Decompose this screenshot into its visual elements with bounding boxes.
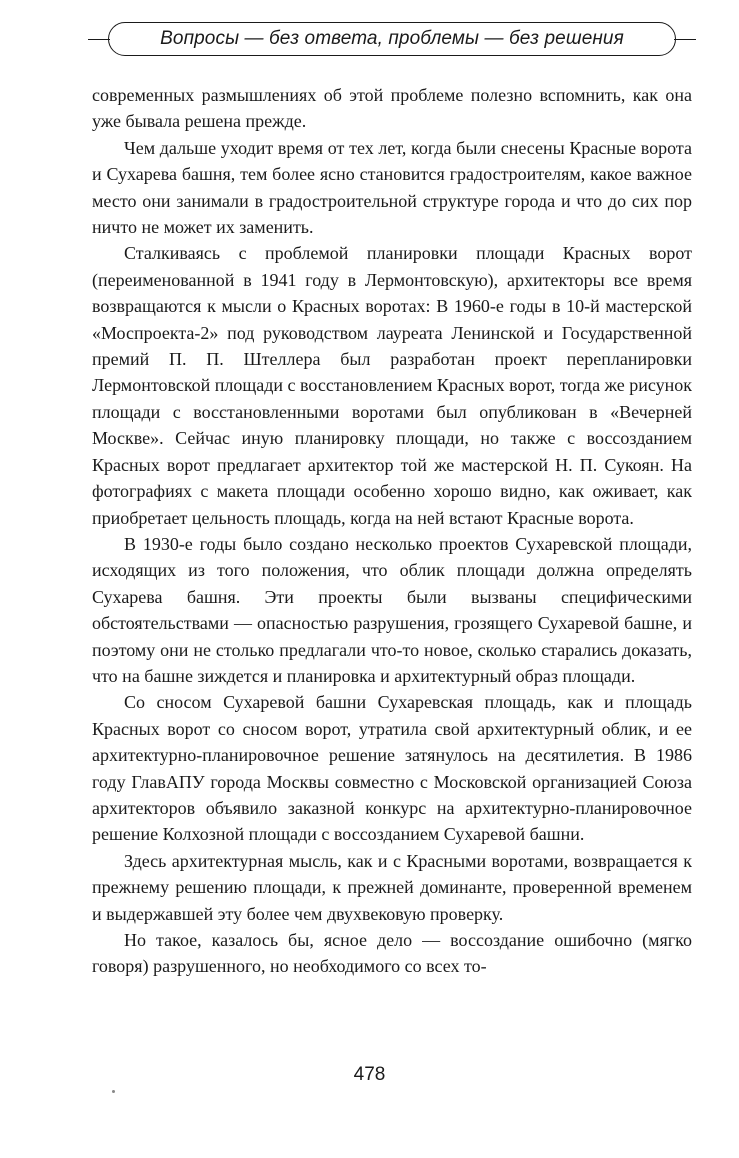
paragraph-3: Сталкиваясь с проблемой планировки площади Красных ворот (переименованной в 1941 году в Лермонтовскую), архитекторы все время возвращаются к мысли о Красных воротах: В 1960-е годы в 10-й мастерской «Моспроекта-2» под руководством лауреата Ленинской и Государственной премий П. П. Штеллера был разработан проект перепланировки Лермонтовской площади с восстановлением Красных ворот, тогда же рисунок площади с восстановленными воротами был опубликован в «Вечерней Москве». Сейчас иную планировку площади, но также с воссозданием Красных ворот предлагает архитектор той же мастерской Н. П. Сукоян. На фотографиях с макета площади особенно хорошо видно, как оживает, как приобретает цельность площадь, когда на ней встают Красные ворота. — [92, 243, 693, 528]
header-rule-right — [674, 39, 696, 40]
running-header-title: Вопросы — без ответа, проблемы — без решения — [160, 28, 624, 49]
page-number: 478 — [353, 1064, 386, 1085]
scan-speck — [112, 1090, 115, 1093]
paragraph-4: В 1930-е годы было создано несколько проектов Сухаревской площади, исходящих из того положения, что облик площади должна определять Сухарева башня. Эти проекты были вызваны специфическими обстоятельствами — опасностью разрушения, грозящего Сухаревой башне, и поэтому они не столько предлагали что-то новое, сколько старались доказать, что на башне зиждется и планировка и архитектурный образ площади. — [92, 533, 692, 686]
paragraph-1: современных размышлениях об этой проблеме полезно вспомнить, как она уже бывала решена прежде. — [92, 85, 692, 132]
header-rule-left — [88, 39, 110, 40]
paragraph-7: Но такое, казалось бы, ясное дело — воссоздание ошибочно (мягко говоря) разрушенного, но необходимого со всех то- — [92, 930, 692, 977]
paragraph-2: Чем дальше уходит время от тех лет, когда были снесены Красные ворота и Сухарева башня, тем более ясно становится градостроителям, какое важное место они занимали в градостроительной структуре города и что до сих пор ничто не может их заменить. — [92, 137, 692, 238]
running-header — [88, 22, 696, 58]
paragraph-5: Со сносом Сухаревой башни Сухаревская площадь, как и площадь Красных ворот со сносом ворот, утратила свой архитектурный облик, и ее архитектурно-планировочное решение затянулось на десятилетия. В 1986 году ГлавАПУ города Москвы совместно с Московской организацией Союза архитекторов объявило заказной конкурс на архитектурно-планировочное решение Колхозной площади с воссозданием Сухаревой башни. — [92, 692, 692, 845]
header-frame — [108, 22, 676, 56]
body-text — [92, 82, 692, 980]
paragraph-6: Здесь архитектурная мысль, как и с Красными воротами, возвращается к прежнему решению площади, к прежней доминанте, проверенной временем и выдержавшей эту более чем двухвековую проверку. — [92, 850, 692, 924]
